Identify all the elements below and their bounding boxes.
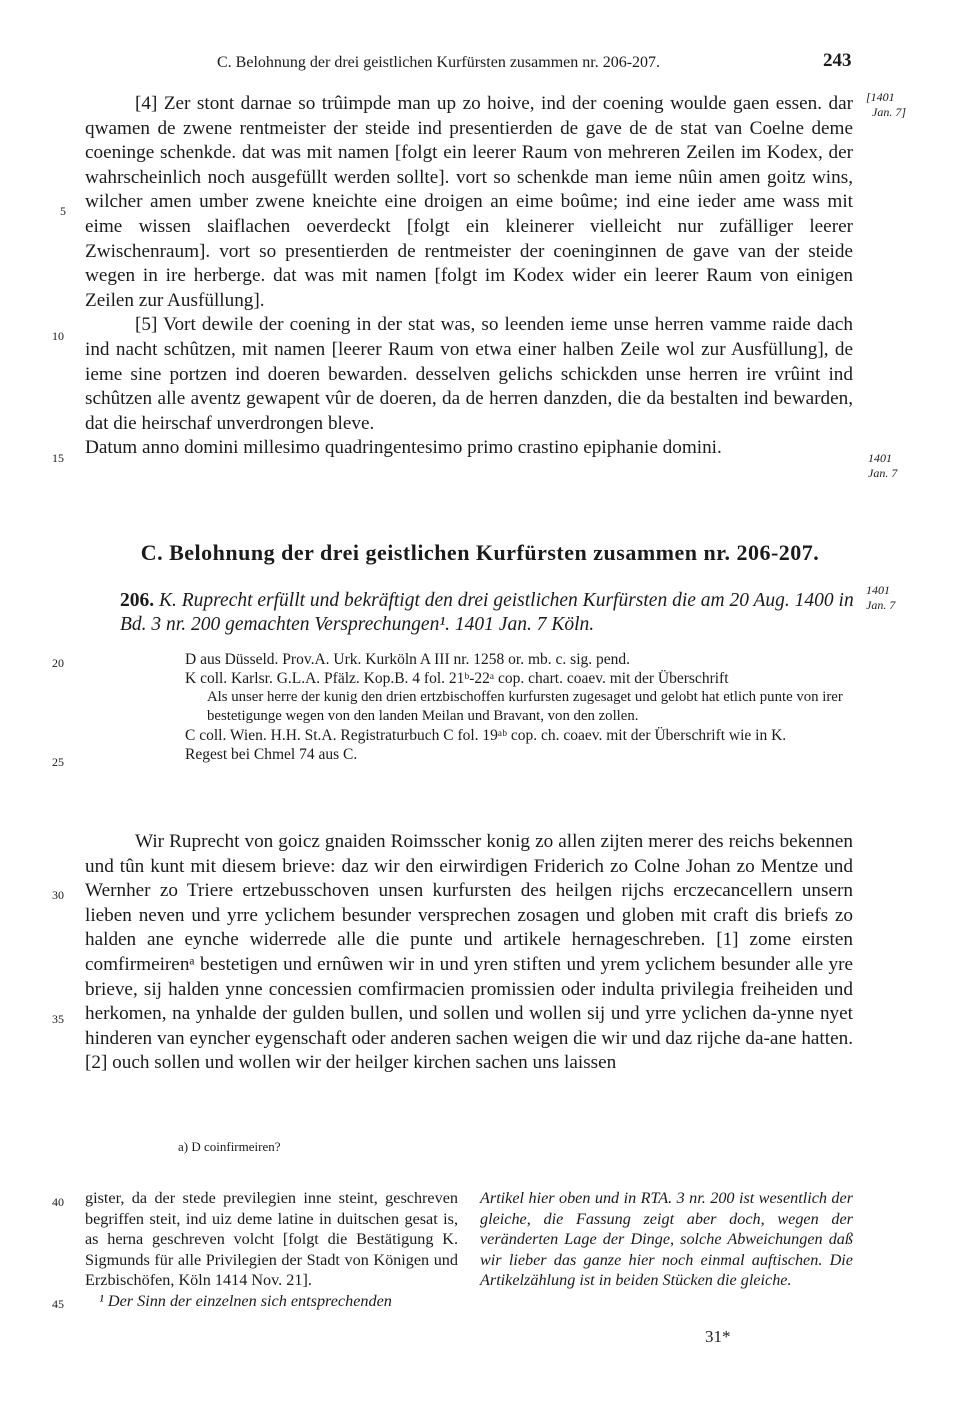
line-number: 30	[52, 888, 64, 902]
footnote-a: a) D coinfirmeiren?	[178, 1139, 281, 1154]
source-d: D aus Düsseld. Prov.A. Urk. Kurköln A III nr. 1258 or. mb. c. sig. pend.	[185, 651, 631, 668]
line-number: 25	[52, 755, 64, 769]
bottom-left-column	[85, 1188, 458, 1312]
document-summary: K. Ruprecht erfüllt und bekräftigt den drei geistlichen Kurfürsten die am 20 Aug. 1400 in Bd. 3 nr. 200 gemachten Versprechungen¹. 1401 Jan. 7 Köln.	[120, 590, 854, 635]
bottom-right-column	[480, 1188, 853, 1291]
chronicle-dating: Datum anno domini millesimo quadringentesimo primo crastino epiphanie domini.	[85, 437, 722, 459]
source-apparatus	[185, 650, 855, 764]
margin-date-2-year: 1401	[868, 451, 892, 465]
running-head: C. Belohnung der drei geistlichen Kurfürsten zusammen nr. 206-207.	[217, 54, 661, 71]
source-c: C coll. Wien. H.H. St.A. Registraturbuch C fol. 19ᵃᵇ cop. ch. coaev. mit der Überschrift wie in K.	[185, 727, 787, 744]
margin-date-1-day: Jan. 7]	[872, 105, 906, 119]
margin-date-1	[866, 90, 906, 120]
line-number: 10	[52, 329, 64, 343]
section-title: C. Belohnung der drei geistlichen Kurfürsten zusammen nr. 206-207.	[140, 540, 820, 565]
source-k-heading-quote: Als unser herre der kunig den drien ertzbischoffen kurfursten zugesaget und gelobt hat etlich punte von irer bestetigunge wegen von den landen Meilan und Bravant, von den zollen.	[207, 689, 843, 724]
continued-note: gister, da der stede previlegien inne steint, geschreven begriffen steit, ind uiz deme latine in duitschen gesat is, as herna geschreven volcht [folgt die Bestätigung K. Sigmunds für alle Privilegien der Stadt von Königen und Erzbischöfen, Köln 1414 Nov. 21].	[85, 1189, 458, 1290]
line-number: 5	[60, 204, 66, 218]
signature-mark: 31*	[705, 1327, 731, 1346]
margin-date-2-day: Jan. 7	[868, 466, 898, 480]
charter-paragraph: Wir Ruprecht von goicz gnaiden Roimsscher konig zo allen zijten merer des reichs bekennen und tûn kunt mit diesem brieve: daz wir den eirwirdigen Friderich zo Colne Johan zo Mentze und Wernher zo Triere ertzebusschoven unsen kurfursten des heilgen rijchs erczecancellern unsern lieben neven und yrre yclichem besunder versprechen zosagen und globen mit craft dis briefs zo halden ane eynche widerrede alle die punte und artikele hernageschreben. [1] zome eirsten comfirmeirenᵃ bestetigen und ernûwen wir in und yren stiften und yrem yclichem besunder alle yre brieve, sij halden ynne concessien comfirmacien promissien oder indulta privilegia freiheiden und herkomen, na ynhalde der gulden bullen, und sollen und wollen sij und yrre yclichen da-ynne nyet hinderen van eyncher eygenschaft oder anderen sachen weigen die wir und daz rijche da-ane hatten. [2] ouch sollen und wollen wir der heilger kirchen sachen uns laissen	[85, 831, 853, 1074]
margin-date-2	[868, 451, 897, 481]
source-k: K coll. Karlsr. G.L.A. Pfälz. Kop.B. 4 fol. 21ᵇ-22ᵃ cop. chart. coaev. mit der Überschrift	[185, 670, 729, 687]
margin-date-3	[866, 583, 895, 613]
line-number: 20	[52, 656, 64, 670]
line-number: 40	[52, 1195, 64, 1209]
document-heading	[120, 589, 855, 637]
line-number: 15	[52, 451, 64, 465]
page-number: 243	[823, 50, 852, 71]
footnote-1: ¹ Der Sinn der einzelnen sich entsprechenden	[99, 1291, 392, 1310]
charter-text	[85, 830, 853, 1076]
line-number: 35	[52, 1012, 64, 1026]
chronicle-text	[85, 92, 853, 461]
margin-date-1-year: [1401	[866, 90, 895, 104]
margin-date-3-day: Jan. 7	[866, 598, 896, 612]
margin-date-3-year: 1401	[866, 583, 890, 597]
line-number: 45	[52, 1297, 64, 1311]
regest-note: Regest bei Chmel 74 aus C.	[185, 746, 358, 763]
chronicle-paragraph-4: [4] Zer stont darnae so trûimpde man up zo hoive, ind der coening woulde gaen essen. dar qwamen de zwene rentmeister der steide ind presentierden de gave de de stat van Coelne deme coeninge schenkde. dat was mit namen [folgt ein leerer Raum von mehreren Zeilen im Kodex, der wahrscheinlich noch ausgefüllt werden sollte]. vort so schenkde man ieme nûin amen goitz wins, wilcher amen umber zwene kneichte eine droigen an eime boûme; ind eine ieder ame wass mit eime wissen slaiflachen oeverdeckt [folgt ein kleinerer vielleicht nur zufälliger leerer Zwischenraum]. vort so presentierden de rentmeister der coeninginnen de gave van der steide wegen in ire herberge. dat was mit namen [folgt im Kodex wider ein leerer Raum von einigen Zeilen zur Ausfüllung].	[85, 93, 853, 311]
footnote-1-continued: Artikel hier oben und in RTA. 3 nr. 200 ist wesentlich der gleiche, die Fassung zeigt aber doch, wegen der veränderten Lage der Dinge, solche Abweichungen daß wir lieber das ganze hier noch einmal auftischen. Die Artikelzählung ist in beiden Stücken die gleiche.	[480, 1189, 853, 1290]
document-number: 206.	[120, 590, 155, 611]
chronicle-paragraph-5: [5] Vort dewile der coening in der stat was, so leenden ieme unse herren vamme raide dach ind nacht schûtzen, mit namen [leerer Raum von etwa einer halben Zeile wol zur Ausfüllung], de ieme sine portzen ind doeren bewarden. desselven gelichs schickden unse herren ire vrûint ind schûtzen alle aventz gewapent vûr de doeren, da de herren danzden, die da bestalten ind bewarden, dat die heirschaf unverdrongen bleve.	[85, 314, 853, 434]
